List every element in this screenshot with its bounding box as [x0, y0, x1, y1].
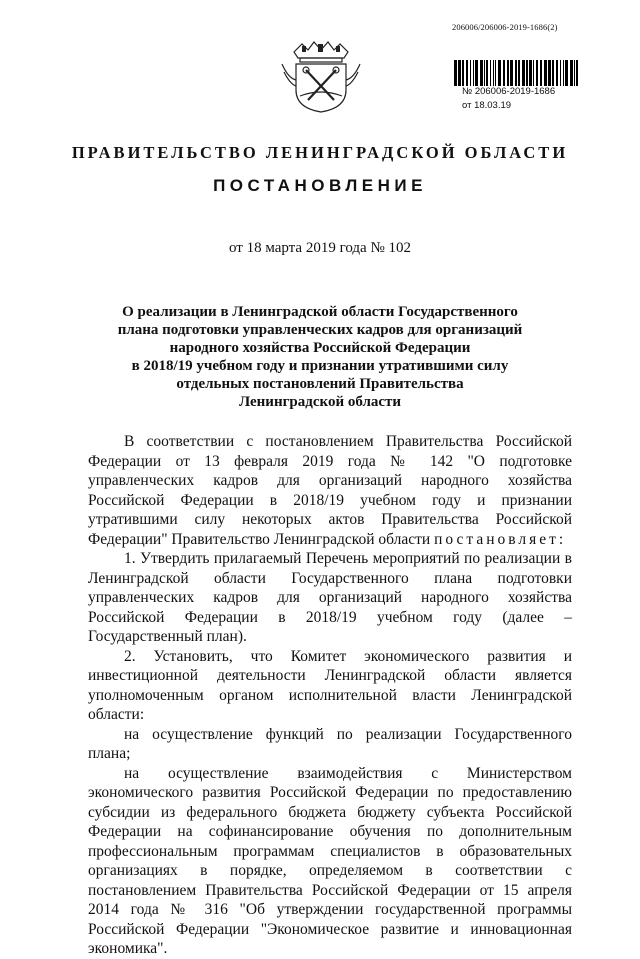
resolves-word: постановляет:: [434, 530, 567, 548]
document-type-title: ПОСТАНОВЛЕНИЕ: [213, 176, 427, 195]
registration-date: от 18.03.19: [462, 100, 512, 111]
subject-line: отдельных постановлений Правительства: [176, 376, 464, 392]
document-reference: 206006/206006-2019-1686(2): [452, 22, 558, 32]
coat-of-arms-emblem: [272, 38, 370, 114]
subject-line: плана подготовки управленческих кадров для организаций: [117, 322, 523, 338]
registration-number: № 206006-2019-1686: [462, 86, 556, 97]
decree-date-number: от 18 марта 2019 года № 102: [228, 240, 412, 256]
intro-text: В соответствии с постановлением Правительства Российской Федерации от 13 февраля 2019 года № 142 "О подготовке управленческих кадров для организаций народного хозяйства Российской Федерации в 2018/19 учебном году и признании утратившими силу некоторых актов Правительства Российской Федерации" Правительство Ленинградской области: [88, 433, 572, 548]
item-2a-paragraph: на осуществление функций по реализации Государственного плана;: [88, 725, 572, 762]
subject-line: в 2018/19 учебном году и признании утратившими силу: [131, 358, 509, 374]
item-2b-paragraph: на осуществление взаимодействия с Министерством экономического развития Российской Федерации по предоставлению субсидии из федерального бюджета бюджету субъекта Российской Федерации на софинансирование обучения по дополнительным профессиональным программам специалистов в образовательных организациях в порядке, определяемом в соответствии с постановлением Правительства Российской Федерации от 15 апреля 2014 года № 316 "Об утверждении государственной программы Российской Федерации "Экономическое развитие и инновационная экономика".: [88, 764, 572, 957]
barcode: [452, 60, 580, 86]
decree-body: [88, 432, 572, 959]
item-1-paragraph: 1. Утвердить прилагаемый Перечень мероприятий по реализации в Ленинградской области Государственного плана подготовки управленческих кадров для организаций народного хозяйства Российской Федерации в 2018/19 учебном году (далее – Государственный план).: [88, 550, 572, 645]
subject-line: О реализации в Ленинградской области Государственного: [122, 304, 518, 320]
intro-paragraph: [88, 432, 572, 549]
subject-line: Ленинградской области: [238, 394, 402, 410]
item-2-paragraph: 2. Установить, что Комитет экономического развития и инвестиционной деятельности Ленинградской области является уполномоченным органом исполнительной власти Ленинградской области:: [88, 647, 572, 723]
subject-line: народного хозяйства Российской Федерации: [169, 340, 471, 356]
government-title: ПРАВИТЕЛЬСТВО ЛЕНИНГРАДСКОЙ ОБЛАСТИ: [71, 143, 569, 162]
decree-subject: [110, 303, 530, 411]
